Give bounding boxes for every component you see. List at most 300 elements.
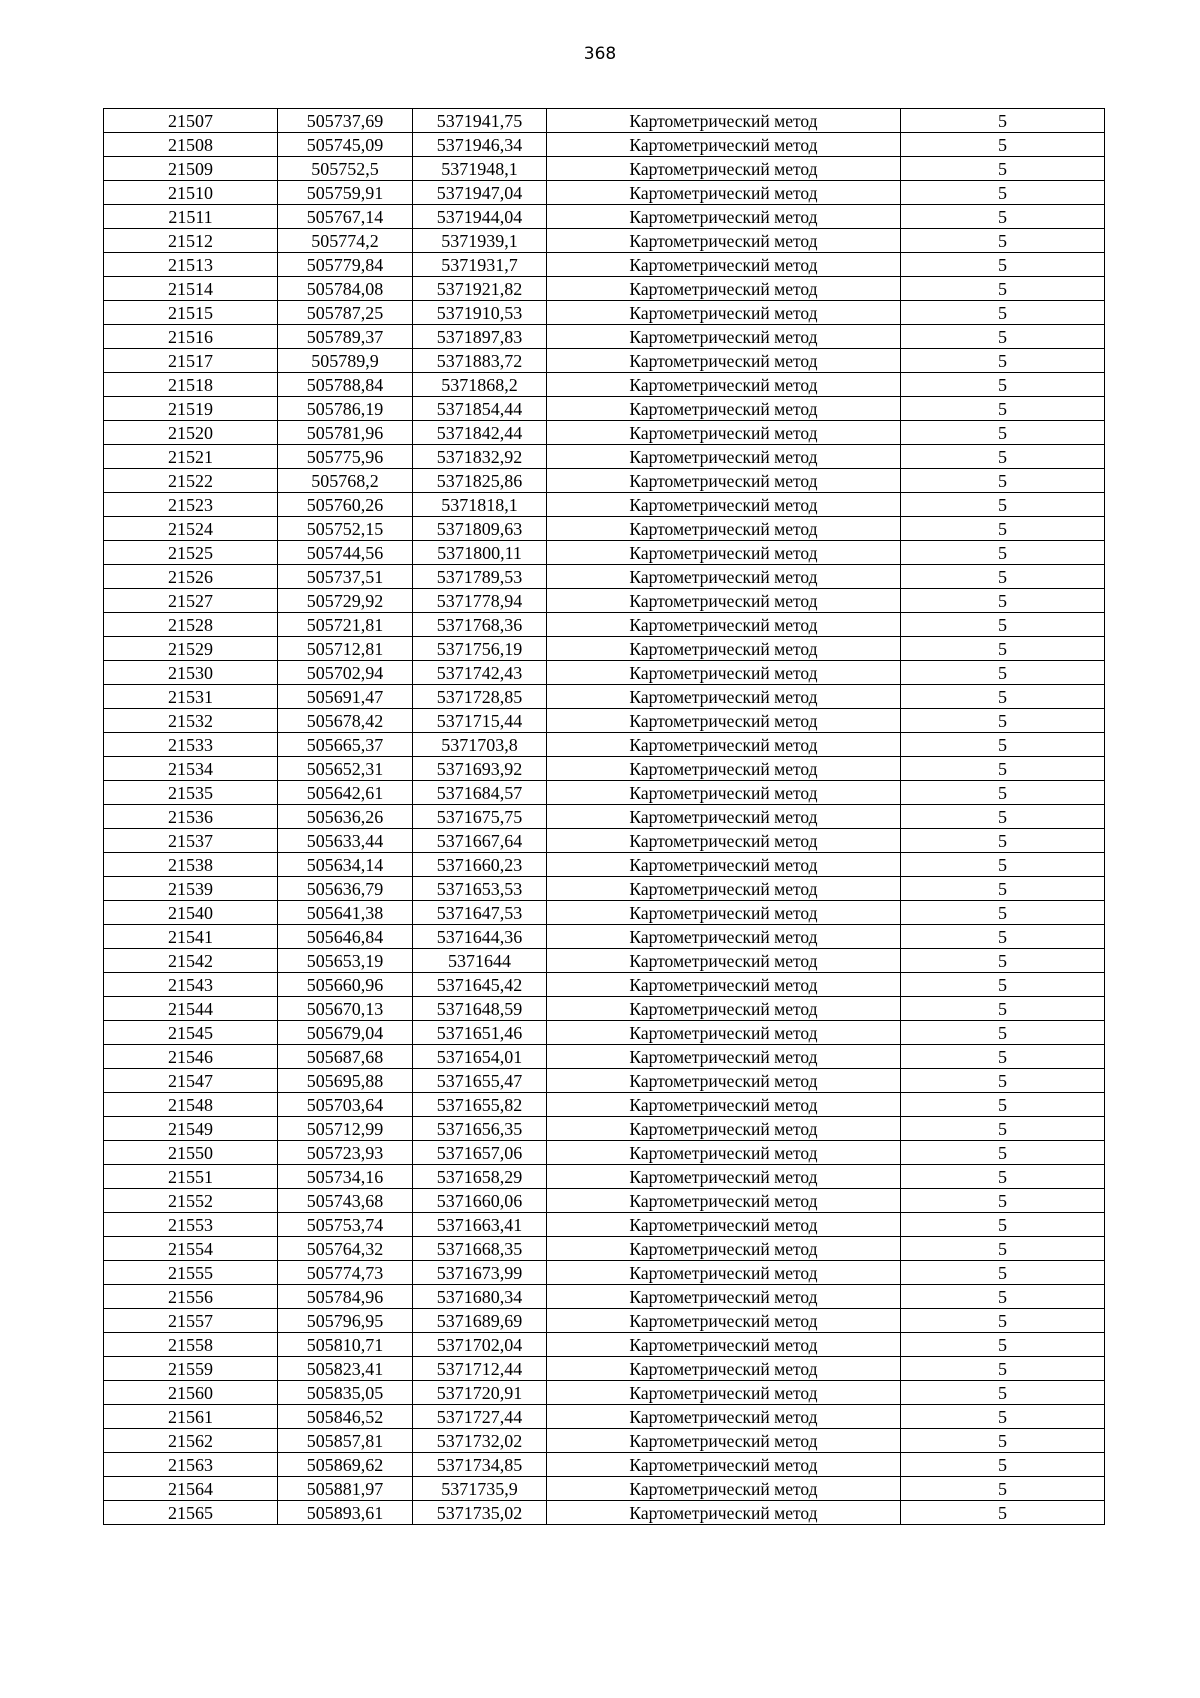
point-number-cell: 21538	[104, 853, 278, 877]
point-number-cell: 21513	[104, 253, 278, 277]
x-coordinate-cell: 505764,32	[278, 1237, 413, 1261]
method-cell: Картометрический метод	[547, 565, 901, 589]
x-coordinate-cell: 505665,37	[278, 733, 413, 757]
method-cell: Картометрический метод	[547, 1237, 901, 1261]
table-row	[104, 781, 1105, 805]
accuracy-cell: 5	[901, 157, 1105, 181]
method-cell: Картометрический метод	[547, 853, 901, 877]
x-coordinate-cell: 505670,13	[278, 997, 413, 1021]
x-coordinate-cell: 505775,96	[278, 445, 413, 469]
y-coordinate-cell: 5371735,02	[413, 1501, 547, 1525]
y-coordinate-cell: 5371655,82	[413, 1093, 547, 1117]
table-row	[104, 349, 1105, 373]
accuracy-cell: 5	[901, 949, 1105, 973]
table-row	[104, 445, 1105, 469]
y-coordinate-cell: 5371809,63	[413, 517, 547, 541]
accuracy-cell: 5	[901, 805, 1105, 829]
y-coordinate-cell: 5371702,04	[413, 1333, 547, 1357]
accuracy-cell: 5	[901, 637, 1105, 661]
y-coordinate-cell: 5371653,53	[413, 877, 547, 901]
y-coordinate-cell: 5371948,1	[413, 157, 547, 181]
x-coordinate-cell: 505789,9	[278, 349, 413, 373]
method-cell: Картометрический метод	[547, 1381, 901, 1405]
point-number-cell: 21527	[104, 589, 278, 613]
accuracy-cell: 5	[901, 1261, 1105, 1285]
accuracy-cell: 5	[901, 1381, 1105, 1405]
point-number-cell: 21509	[104, 157, 278, 181]
accuracy-cell: 5	[901, 1429, 1105, 1453]
method-cell: Картометрический метод	[547, 325, 901, 349]
table-row	[104, 877, 1105, 901]
accuracy-cell: 5	[901, 469, 1105, 493]
point-number-cell: 21524	[104, 517, 278, 541]
accuracy-cell: 5	[901, 229, 1105, 253]
method-cell: Картометрический метод	[547, 1141, 901, 1165]
y-coordinate-cell: 5371939,1	[413, 229, 547, 253]
table-row	[104, 637, 1105, 661]
table-row	[104, 1069, 1105, 1093]
x-coordinate-cell: 505641,38	[278, 901, 413, 925]
accuracy-cell: 5	[901, 277, 1105, 301]
method-cell: Картометрический метод	[547, 421, 901, 445]
accuracy-cell: 5	[901, 493, 1105, 517]
accuracy-cell: 5	[901, 349, 1105, 373]
method-cell: Картометрический метод	[547, 901, 901, 925]
method-cell: Картометрический метод	[547, 997, 901, 1021]
method-cell: Картометрический метод	[547, 1429, 901, 1453]
point-number-cell: 21546	[104, 1045, 278, 1069]
method-cell: Картометрический метод	[547, 541, 901, 565]
method-cell: Картометрический метод	[547, 517, 901, 541]
x-coordinate-cell: 505695,88	[278, 1069, 413, 1093]
y-coordinate-cell: 5371832,92	[413, 445, 547, 469]
method-cell: Картометрический метод	[547, 805, 901, 829]
x-coordinate-cell: 505881,97	[278, 1477, 413, 1501]
method-cell: Картометрический метод	[547, 1405, 901, 1429]
accuracy-cell: 5	[901, 1405, 1105, 1429]
point-number-cell: 21533	[104, 733, 278, 757]
method-cell: Картометрический метод	[547, 589, 901, 613]
table-row	[104, 733, 1105, 757]
method-cell: Картометрический метод	[547, 277, 901, 301]
accuracy-cell: 5	[901, 781, 1105, 805]
accuracy-cell: 5	[901, 613, 1105, 637]
method-cell: Картометрический метод	[547, 1117, 901, 1141]
method-cell: Картометрический метод	[547, 205, 901, 229]
method-cell: Картометрический метод	[547, 157, 901, 181]
x-coordinate-cell: 505653,19	[278, 949, 413, 973]
y-coordinate-cell: 5371648,59	[413, 997, 547, 1021]
point-number-cell: 21565	[104, 1501, 278, 1525]
point-number-cell: 21529	[104, 637, 278, 661]
point-number-cell: 21510	[104, 181, 278, 205]
table-row	[104, 1501, 1105, 1525]
y-coordinate-cell: 5371944,04	[413, 205, 547, 229]
x-coordinate-cell: 505786,19	[278, 397, 413, 421]
method-cell: Картометрический метод	[547, 661, 901, 685]
y-coordinate-cell: 5371728,85	[413, 685, 547, 709]
accuracy-cell: 5	[901, 1285, 1105, 1309]
x-coordinate-cell: 505835,05	[278, 1381, 413, 1405]
accuracy-cell: 5	[901, 565, 1105, 589]
x-coordinate-cell: 505823,41	[278, 1357, 413, 1381]
point-number-cell: 21551	[104, 1165, 278, 1189]
method-cell: Картометрический метод	[547, 973, 901, 997]
method-cell: Картометрический метод	[547, 253, 901, 277]
y-coordinate-cell: 5371712,44	[413, 1357, 547, 1381]
accuracy-cell: 5	[901, 445, 1105, 469]
accuracy-cell: 5	[901, 901, 1105, 925]
y-coordinate-cell: 5371742,43	[413, 661, 547, 685]
y-coordinate-cell: 5371735,9	[413, 1477, 547, 1501]
table-row	[104, 181, 1105, 205]
method-cell: Картометрический метод	[547, 493, 901, 517]
method-cell: Картометрический метод	[547, 301, 901, 325]
y-coordinate-cell: 5371732,02	[413, 1429, 547, 1453]
point-number-cell: 21543	[104, 973, 278, 997]
table-row	[104, 757, 1105, 781]
x-coordinate-cell: 505796,95	[278, 1309, 413, 1333]
method-cell: Картометрический метод	[547, 1021, 901, 1045]
method-cell: Картометрический метод	[547, 1477, 901, 1501]
table-row	[104, 301, 1105, 325]
x-coordinate-cell: 505759,91	[278, 181, 413, 205]
point-number-cell: 21563	[104, 1453, 278, 1477]
table-row	[104, 469, 1105, 493]
table-row	[104, 541, 1105, 565]
method-cell: Картометрический метод	[547, 1309, 901, 1333]
point-number-cell: 21540	[104, 901, 278, 925]
point-number-cell: 21526	[104, 565, 278, 589]
accuracy-cell: 5	[901, 1165, 1105, 1189]
point-number-cell: 21507	[104, 109, 278, 133]
y-coordinate-cell: 5371715,44	[413, 709, 547, 733]
x-coordinate-cell: 505687,68	[278, 1045, 413, 1069]
table-row	[104, 1381, 1105, 1405]
point-number-cell: 21522	[104, 469, 278, 493]
accuracy-cell: 5	[901, 541, 1105, 565]
x-coordinate-cell: 505737,51	[278, 565, 413, 589]
table-row	[104, 973, 1105, 997]
x-coordinate-cell: 505712,99	[278, 1117, 413, 1141]
accuracy-cell: 5	[901, 1093, 1105, 1117]
x-coordinate-cell: 505787,25	[278, 301, 413, 325]
y-coordinate-cell: 5371946,34	[413, 133, 547, 157]
accuracy-cell: 5	[901, 877, 1105, 901]
accuracy-cell: 5	[901, 1117, 1105, 1141]
point-number-cell: 21541	[104, 925, 278, 949]
x-coordinate-cell: 505767,14	[278, 205, 413, 229]
x-coordinate-cell: 505702,94	[278, 661, 413, 685]
y-coordinate-cell: 5371654,01	[413, 1045, 547, 1069]
point-number-cell: 21539	[104, 877, 278, 901]
accuracy-cell: 5	[901, 733, 1105, 757]
accuracy-cell: 5	[901, 1501, 1105, 1525]
table-row	[104, 253, 1105, 277]
table-row	[104, 493, 1105, 517]
method-cell: Картометрический метод	[547, 637, 901, 661]
x-coordinate-cell: 505869,62	[278, 1453, 413, 1477]
x-coordinate-cell: 505691,47	[278, 685, 413, 709]
accuracy-cell: 5	[901, 973, 1105, 997]
y-coordinate-cell: 5371789,53	[413, 565, 547, 589]
x-coordinate-cell: 505743,68	[278, 1189, 413, 1213]
y-coordinate-cell: 5371673,99	[413, 1261, 547, 1285]
table-row	[104, 709, 1105, 733]
y-coordinate-cell: 5371668,35	[413, 1237, 547, 1261]
x-coordinate-cell: 505784,96	[278, 1285, 413, 1309]
x-coordinate-cell: 505752,5	[278, 157, 413, 181]
x-coordinate-cell: 505768,2	[278, 469, 413, 493]
point-number-cell: 21508	[104, 133, 278, 157]
accuracy-cell: 5	[901, 1237, 1105, 1261]
accuracy-cell: 5	[901, 1213, 1105, 1237]
x-coordinate-cell: 505660,96	[278, 973, 413, 997]
point-number-cell: 21544	[104, 997, 278, 1021]
table-row	[104, 925, 1105, 949]
x-coordinate-cell: 505723,93	[278, 1141, 413, 1165]
y-coordinate-cell: 5371655,47	[413, 1069, 547, 1093]
y-coordinate-cell: 5371644,36	[413, 925, 547, 949]
method-cell: Картометрический метод	[547, 829, 901, 853]
method-cell: Картометрический метод	[547, 1501, 901, 1525]
table-row	[104, 325, 1105, 349]
point-number-cell: 21518	[104, 373, 278, 397]
point-number-cell: 21555	[104, 1261, 278, 1285]
accuracy-cell: 5	[901, 253, 1105, 277]
point-number-cell: 21548	[104, 1093, 278, 1117]
point-number-cell: 21525	[104, 541, 278, 565]
y-coordinate-cell: 5371703,8	[413, 733, 547, 757]
y-coordinate-cell: 5371910,53	[413, 301, 547, 325]
table-row	[104, 1333, 1105, 1357]
accuracy-cell: 5	[901, 1453, 1105, 1477]
point-number-cell: 21536	[104, 805, 278, 829]
accuracy-cell: 5	[901, 589, 1105, 613]
accuracy-cell: 5	[901, 1141, 1105, 1165]
method-cell: Картометрический метод	[547, 685, 901, 709]
y-coordinate-cell: 5371660,23	[413, 853, 547, 877]
accuracy-cell: 5	[901, 325, 1105, 349]
table-row	[104, 1045, 1105, 1069]
y-coordinate-cell: 5371645,42	[413, 973, 547, 997]
point-number-cell: 21520	[104, 421, 278, 445]
table-row	[104, 565, 1105, 589]
point-number-cell: 21549	[104, 1117, 278, 1141]
y-coordinate-cell: 5371854,44	[413, 397, 547, 421]
accuracy-cell: 5	[901, 373, 1105, 397]
point-number-cell: 21561	[104, 1405, 278, 1429]
x-coordinate-cell: 505774,73	[278, 1261, 413, 1285]
y-coordinate-cell: 5371720,91	[413, 1381, 547, 1405]
y-coordinate-cell: 5371921,82	[413, 277, 547, 301]
x-coordinate-cell: 505789,37	[278, 325, 413, 349]
x-coordinate-cell: 505636,79	[278, 877, 413, 901]
x-coordinate-cell: 505788,84	[278, 373, 413, 397]
table-row	[104, 1021, 1105, 1045]
method-cell: Картометрический метод	[547, 349, 901, 373]
table-row	[104, 685, 1105, 709]
y-coordinate-cell: 5371656,35	[413, 1117, 547, 1141]
point-number-cell: 21542	[104, 949, 278, 973]
point-number-cell: 21528	[104, 613, 278, 637]
accuracy-cell: 5	[901, 301, 1105, 325]
accuracy-cell: 5	[901, 757, 1105, 781]
method-cell: Картометрический метод	[547, 1213, 901, 1237]
y-coordinate-cell: 5371658,29	[413, 1165, 547, 1189]
table-row	[104, 1189, 1105, 1213]
method-cell: Картометрический метод	[547, 373, 901, 397]
method-cell: Картометрический метод	[547, 1069, 901, 1093]
method-cell: Картометрический метод	[547, 1285, 901, 1309]
point-number-cell: 21515	[104, 301, 278, 325]
table-row	[104, 805, 1105, 829]
table-row	[104, 1285, 1105, 1309]
accuracy-cell: 5	[901, 1021, 1105, 1045]
y-coordinate-cell: 5371818,1	[413, 493, 547, 517]
point-number-cell: 21564	[104, 1477, 278, 1501]
y-coordinate-cell: 5371825,86	[413, 469, 547, 493]
x-coordinate-cell: 505760,26	[278, 493, 413, 517]
point-number-cell: 21557	[104, 1309, 278, 1333]
y-coordinate-cell: 5371727,44	[413, 1405, 547, 1429]
accuracy-cell: 5	[901, 997, 1105, 1021]
method-cell: Картометрический метод	[547, 1357, 901, 1381]
method-cell: Картометрический метод	[547, 925, 901, 949]
table-row	[104, 1141, 1105, 1165]
table-row	[104, 1453, 1105, 1477]
table-row	[104, 1093, 1105, 1117]
table-row	[104, 517, 1105, 541]
method-cell: Картометрический метод	[547, 709, 901, 733]
y-coordinate-cell: 5371868,2	[413, 373, 547, 397]
coordinates-table	[103, 108, 1105, 1525]
accuracy-cell: 5	[901, 925, 1105, 949]
point-number-cell: 21560	[104, 1381, 278, 1405]
accuracy-cell: 5	[901, 133, 1105, 157]
x-coordinate-cell: 505846,52	[278, 1405, 413, 1429]
y-coordinate-cell: 5371663,41	[413, 1213, 547, 1237]
method-cell: Картометрический метод	[547, 469, 901, 493]
method-cell: Картометрический метод	[547, 1165, 901, 1189]
method-cell: Картометрический метод	[547, 949, 901, 973]
y-coordinate-cell: 5371647,53	[413, 901, 547, 925]
table-row	[104, 109, 1105, 133]
y-coordinate-cell: 5371651,46	[413, 1021, 547, 1045]
point-number-cell: 21511	[104, 205, 278, 229]
accuracy-cell: 5	[901, 1069, 1105, 1093]
table-row	[104, 853, 1105, 877]
y-coordinate-cell: 5371947,04	[413, 181, 547, 205]
accuracy-cell: 5	[901, 397, 1105, 421]
method-cell: Картометрический метод	[547, 1333, 901, 1357]
point-number-cell: 21558	[104, 1333, 278, 1357]
table-row	[104, 1261, 1105, 1285]
method-cell: Картометрический метод	[547, 757, 901, 781]
point-number-cell: 21519	[104, 397, 278, 421]
point-number-cell: 21556	[104, 1285, 278, 1309]
y-coordinate-cell: 5371756,19	[413, 637, 547, 661]
x-coordinate-cell: 505703,64	[278, 1093, 413, 1117]
method-cell: Картометрический метод	[547, 1261, 901, 1285]
accuracy-cell: 5	[901, 853, 1105, 877]
method-cell: Картометрический метод	[547, 133, 901, 157]
table-row	[104, 949, 1105, 973]
accuracy-cell: 5	[901, 661, 1105, 685]
y-coordinate-cell: 5371941,75	[413, 109, 547, 133]
method-cell: Картометрический метод	[547, 109, 901, 133]
point-number-cell: 21554	[104, 1237, 278, 1261]
x-coordinate-cell: 505652,31	[278, 757, 413, 781]
x-coordinate-cell: 505712,81	[278, 637, 413, 661]
x-coordinate-cell: 505752,15	[278, 517, 413, 541]
table-row	[104, 613, 1105, 637]
accuracy-cell: 5	[901, 517, 1105, 541]
method-cell: Картометрический метод	[547, 445, 901, 469]
table-row	[104, 901, 1105, 925]
y-coordinate-cell: 5371931,7	[413, 253, 547, 277]
method-cell: Картометрический метод	[547, 1189, 901, 1213]
x-coordinate-cell: 505646,84	[278, 925, 413, 949]
point-number-cell: 21535	[104, 781, 278, 805]
table-row	[104, 1429, 1105, 1453]
method-cell: Картометрический метод	[547, 1453, 901, 1477]
x-coordinate-cell: 505753,74	[278, 1213, 413, 1237]
point-number-cell: 21517	[104, 349, 278, 373]
accuracy-cell: 5	[901, 109, 1105, 133]
y-coordinate-cell: 5371734,85	[413, 1453, 547, 1477]
x-coordinate-cell: 505779,84	[278, 253, 413, 277]
point-number-cell: 21531	[104, 685, 278, 709]
method-cell: Картометрический метод	[547, 397, 901, 421]
x-coordinate-cell: 505744,56	[278, 541, 413, 565]
method-cell: Картометрический метод	[547, 733, 901, 757]
point-number-cell: 21523	[104, 493, 278, 517]
table-row	[104, 1357, 1105, 1381]
point-number-cell: 21534	[104, 757, 278, 781]
y-coordinate-cell: 5371657,06	[413, 1141, 547, 1165]
point-number-cell: 21512	[104, 229, 278, 253]
x-coordinate-cell: 505737,69	[278, 109, 413, 133]
accuracy-cell: 5	[901, 1045, 1105, 1069]
y-coordinate-cell: 5371883,72	[413, 349, 547, 373]
table-row	[104, 589, 1105, 613]
accuracy-cell: 5	[901, 709, 1105, 733]
accuracy-cell: 5	[901, 1477, 1105, 1501]
y-coordinate-cell: 5371644	[413, 949, 547, 973]
y-coordinate-cell: 5371778,94	[413, 589, 547, 613]
accuracy-cell: 5	[901, 205, 1105, 229]
y-coordinate-cell: 5371684,57	[413, 781, 547, 805]
point-number-cell: 21547	[104, 1069, 278, 1093]
accuracy-cell: 5	[901, 421, 1105, 445]
x-coordinate-cell: 505729,92	[278, 589, 413, 613]
accuracy-cell: 5	[901, 1309, 1105, 1333]
point-number-cell: 21552	[104, 1189, 278, 1213]
coordinates-table-body	[104, 109, 1105, 1525]
x-coordinate-cell: 505734,16	[278, 1165, 413, 1189]
table-row	[104, 277, 1105, 301]
accuracy-cell: 5	[901, 1189, 1105, 1213]
method-cell: Картометрический метод	[547, 1093, 901, 1117]
y-coordinate-cell: 5371680,34	[413, 1285, 547, 1309]
table-row	[104, 1117, 1105, 1141]
table-row	[104, 1309, 1105, 1333]
accuracy-cell: 5	[901, 829, 1105, 853]
table-row	[104, 157, 1105, 181]
x-coordinate-cell: 505810,71	[278, 1333, 413, 1357]
y-coordinate-cell: 5371800,11	[413, 541, 547, 565]
